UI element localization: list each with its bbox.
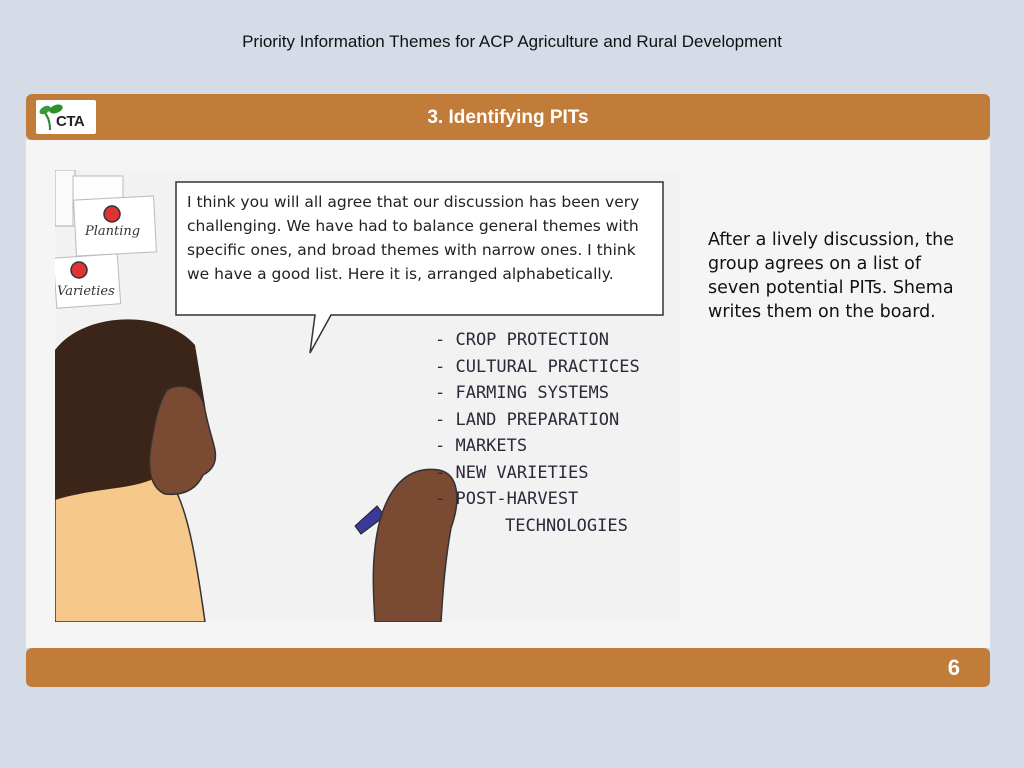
course-title: Priority Information Themes for ACP Agriculture and Rural Development [242,32,782,51]
board-item: - LAND PREPARATION [435,409,620,430]
board-item: - MARKETS [435,436,528,456]
board-item: - POST-HARVEST [435,489,579,509]
note-label-varieties: Varieties [57,284,115,299]
speech-bubble-text: I think you will all agree that our discussion has been very challenging. We have had to balance general themes with specific ones, and broad themes with narrow ones. I think we have a good list. Here it is, arranged alphabetically. [187,193,640,283]
note-label-planting: Planting [85,224,141,239]
slide-footer [26,648,990,687]
board-item: - FARMING SYSTEMS [435,383,609,403]
board-item: TECHNOLOGIES [505,515,628,536]
slide-description: After a lively discussion, the group agrees on a list of seven potential PITs. Shema writes them on the board. [708,230,955,322]
board-item: - CULTURAL PRACTICES [435,356,640,377]
illustration [55,170,679,622]
content-panel [26,140,990,648]
logo-text: CTA [56,113,85,130]
slide-header [26,94,990,140]
board-list [435,330,640,542]
board-item: - CROP PROTECTION [435,330,609,350]
board-item: - NEW VARIETIES [435,462,589,483]
section-title: 3. Identifying PITs [427,107,589,128]
page-number: 6 [947,655,960,680]
